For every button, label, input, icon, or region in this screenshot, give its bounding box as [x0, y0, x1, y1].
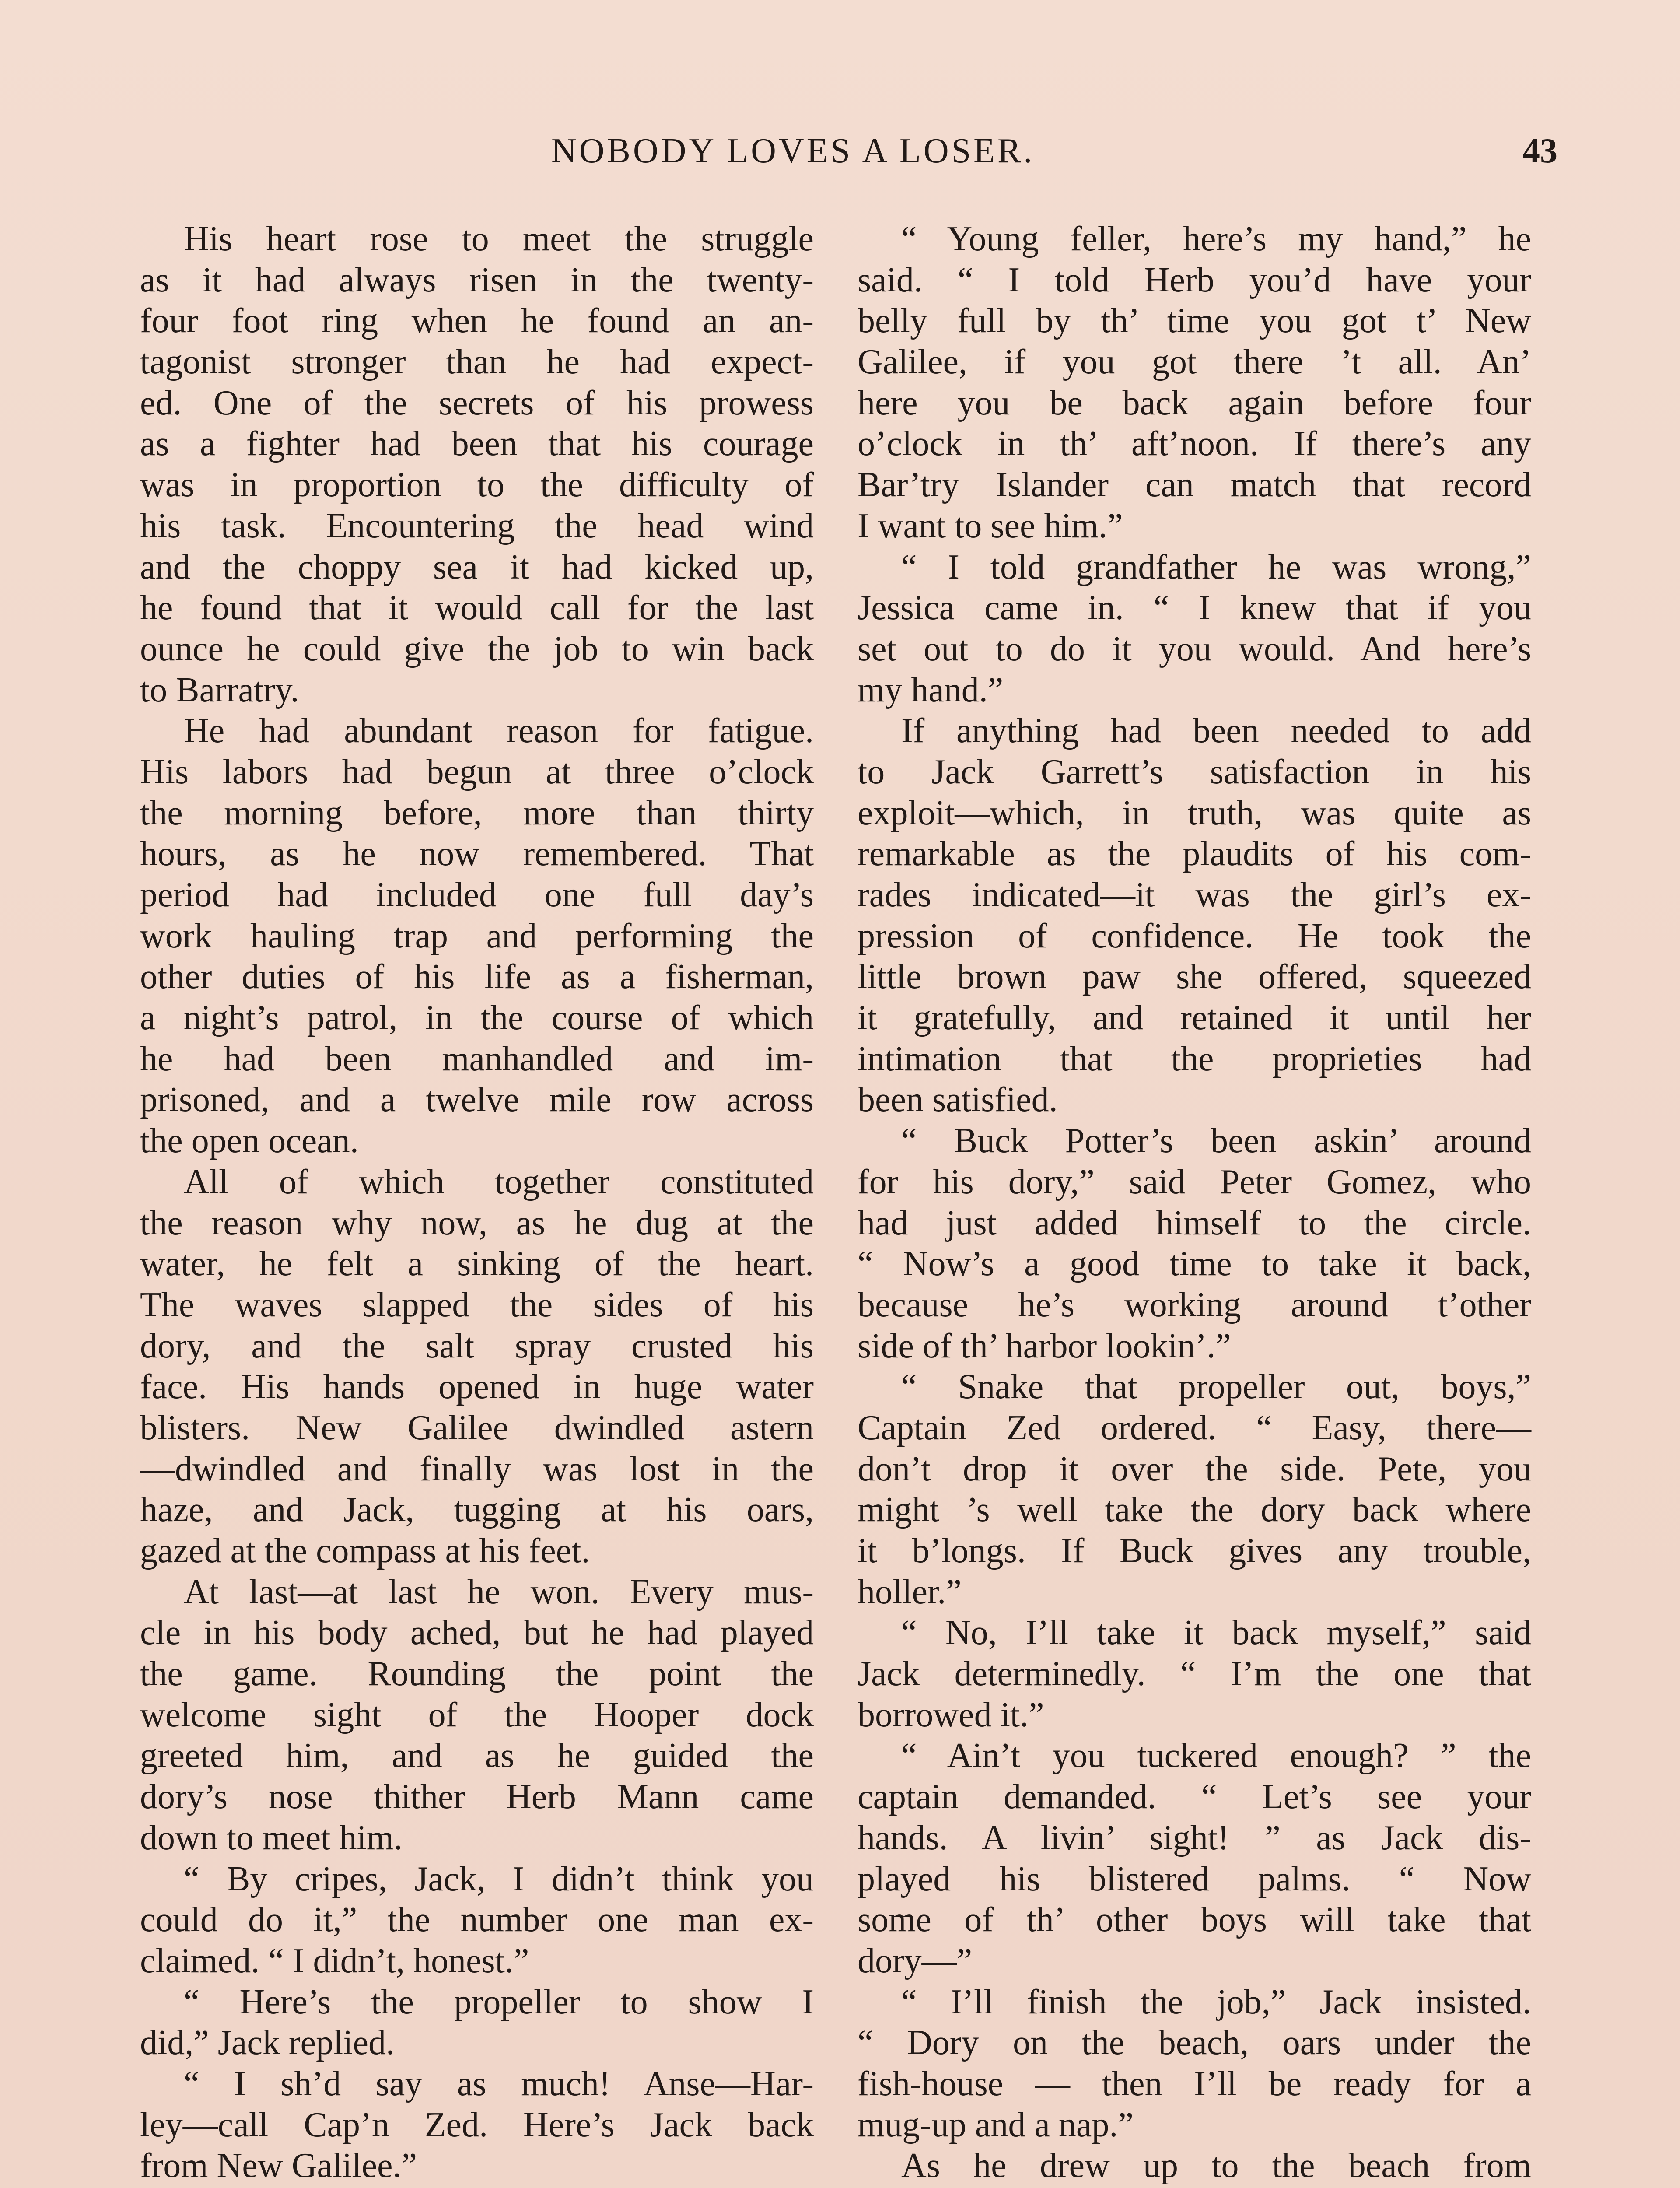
text-line: “ Snake that propeller out, boys,” [901, 1368, 1531, 1406]
text-line: All of which together constituted [184, 1162, 814, 1201]
text-line: water, he felt a sinking of the heart. [140, 1245, 814, 1283]
text-line: down to meet him. [140, 1818, 402, 1857]
text-line: work hauling trap and performing the [140, 916, 814, 955]
text-line: “ Now’s a good time to take it back, [858, 1245, 1531, 1283]
text-line: was in proportion to the difficulty of [140, 466, 814, 505]
text-line: set out to do it you would. And here’s [858, 629, 1531, 668]
text-line: His labors had begun at three o’clock [140, 752, 814, 791]
text-line: dory—” [858, 1941, 973, 1980]
text-line: “ No, I’ll take it back myself,” said [901, 1613, 1531, 1652]
text-line: said. “ I told Herb you’d have your [858, 260, 1531, 299]
text-line: played his blistered palms. “ Now [858, 1859, 1531, 1898]
text-line: had just added himself to the circle. [858, 1203, 1531, 1242]
text-line: His heart rose to meet the struggle [184, 220, 814, 258]
text-line: captain demanded. “ Let’s see your [858, 1778, 1531, 1816]
text-line: I want to see him.” [858, 506, 1123, 545]
text-line: hours, as he now remembered. That [140, 835, 814, 873]
text-line: because he’s working around t’other [858, 1285, 1531, 1324]
text-line: “ Dory on the beach, oars under the [858, 2023, 1531, 2062]
text-line: “ I sh’d say as much! Anse—Har- [184, 2064, 814, 2103]
text-line: here you be back again before four [858, 383, 1531, 422]
text-line: as a fighter had been that his courage [140, 424, 814, 463]
text-line: blisters. New Galilee dwindled astern [140, 1408, 814, 1447]
text-line: holler.” [858, 1572, 962, 1611]
text-line: four foot ring when he found an an- [140, 302, 814, 340]
text-column-right [858, 219, 1531, 2188]
text-line: belly full by th’ time you got t’ New [858, 302, 1531, 340]
text-line: As he drew up to the beach from [901, 2146, 1531, 2185]
text-line: welcome sight of the Hooper dock [140, 1695, 814, 1734]
text-line: and the choppy sea it had kicked up, [140, 547, 814, 586]
text-line: did,” Jack replied. [140, 2023, 395, 2062]
running-head [140, 131, 1558, 179]
text-line: o’clock in th’ aft’noon. If there’s any [858, 424, 1531, 463]
text-line: ounce he could give the job to win back [140, 629, 814, 668]
text-line: hands. A livin’ sight! ” as Jack dis- [858, 1818, 1531, 1857]
text-line: cle in his body ached, but he had played [140, 1613, 814, 1652]
text-line: other duties of his life as a fisherman, [140, 957, 814, 996]
text-line: borrowed it.” [858, 1695, 1044, 1734]
text-line: little brown paw she offered, squeezed [858, 957, 1531, 996]
text-line: some of th’ other boys will take that [858, 1900, 1531, 1939]
text-line: Jack determinedly. “ I’m the one that [858, 1655, 1531, 1694]
text-line: the reason why now, as he dug at the [140, 1203, 814, 1242]
text-line: could do it,” the number one man ex- [140, 1900, 814, 1939]
text-line: exploit—which, in truth, was quite as [858, 793, 1531, 832]
text-line: “ I told grandfather he was wrong,” [901, 547, 1531, 586]
text-line: the open ocean. [140, 1122, 359, 1161]
text-line: The waves slapped the sides of his [140, 1285, 814, 1324]
text-line: “ Here’s the propeller to show I [184, 1982, 814, 2021]
text-line: “ Ain’t you tuckered enough? ” the [901, 1736, 1531, 1775]
text-line: my hand.” [858, 670, 1004, 709]
text-line: pression of confidence. He took the [858, 916, 1531, 955]
text-line: fish-house — then I’ll be ready for a [858, 2064, 1531, 2103]
text-line: period had included one full day’s [140, 876, 814, 914]
text-line: tagonist stronger than he had expect- [140, 343, 814, 382]
text-line: At last—at last he won. Every mus- [184, 1572, 814, 1611]
text-line: mug-up and a nap.” [858, 2105, 1134, 2144]
text-line: it gratefully, and retained it until her [858, 999, 1531, 1038]
text-line: haze, and Jack, tugging at his oars, [140, 1490, 814, 1529]
text-line: Bar’try Islander can match that record [858, 466, 1531, 505]
text-line: claimed. “ I didn’t, honest.” [140, 1941, 529, 1980]
text-line: “ Young feller, here’s my hand,” he [901, 220, 1531, 258]
text-line: don’t drop it over the side. Pete, you [858, 1449, 1531, 1488]
text-line: for his dory,” said Peter Gomez, who [858, 1162, 1531, 1201]
text-line: rades indicated—it was the girl’s ex- [858, 876, 1531, 914]
text-line: prisoned, and a twelve mile row across [140, 1080, 814, 1119]
text-line: ley—call Cap’n Zed. Here’s Jack back [140, 2105, 814, 2144]
text-line: it b’longs. If Buck gives any trouble, [858, 1532, 1531, 1570]
text-line: dory’s nose thither Herb Mann came [140, 1778, 814, 1816]
text-line: greeted him, and as he guided the [140, 1736, 814, 1775]
text-line: “ Buck Potter’s been askin’ around [901, 1122, 1531, 1161]
text-line: as it had always risen in the twenty- [140, 260, 814, 299]
text-line: the morning before, more than thirty [140, 793, 814, 832]
text-line: If anything had been needed to add [901, 712, 1531, 750]
text-line: a night’s patrol, in the course of which [140, 999, 814, 1038]
text-line: he had been manhandled and im- [140, 1039, 814, 1078]
text-column-left [140, 219, 814, 2188]
text-line: to Jack Garrett’s satisfaction in his [858, 752, 1531, 791]
text-line: intimation that the proprieties had [858, 1039, 1531, 1078]
text-line: Captain Zed ordered. “ Easy, there— [858, 1408, 1531, 1447]
running-title: NOBODY LOVES A LOSER. [551, 132, 1035, 170]
text-line: remarkable as the plaudits of his com- [858, 835, 1531, 873]
text-line: dory, and the salt spray crusted his [140, 1326, 814, 1365]
text-line: gazed at the compass at his feet. [140, 1532, 590, 1570]
text-line: he found that it would call for the last [140, 589, 814, 628]
text-line: his task. Encountering the head wind [140, 506, 814, 545]
text-line: might ’s well take the dory back where [858, 1490, 1531, 1529]
text-line: He had abundant reason for fatigue. [184, 712, 814, 750]
text-line: Jessica came in. “ I knew that if you [858, 589, 1531, 628]
text-line: “ By cripes, Jack, I didn’t think you [184, 1859, 814, 1898]
page-number: 43 [1522, 132, 1558, 170]
text-line: been satisfied. [858, 1080, 1058, 1119]
text-line: face. His hands opened in huge water [140, 1368, 814, 1406]
text-line: Galilee, if you got there ’t all. An’ [858, 343, 1531, 382]
text-line: to Barratry. [140, 670, 299, 709]
text-line: the game. Rounding the point the [140, 1655, 814, 1694]
text-line: “ I’ll finish the job,” Jack insisted. [901, 1982, 1531, 2021]
text-line: ed. One of the secrets of his prowess [140, 383, 814, 422]
text-line: from New Galilee.” [140, 2146, 417, 2185]
text-line: —dwindled and finally was lost in the [140, 1449, 814, 1488]
text-line: side of th’ harbor lookin’.” [858, 1326, 1231, 1365]
